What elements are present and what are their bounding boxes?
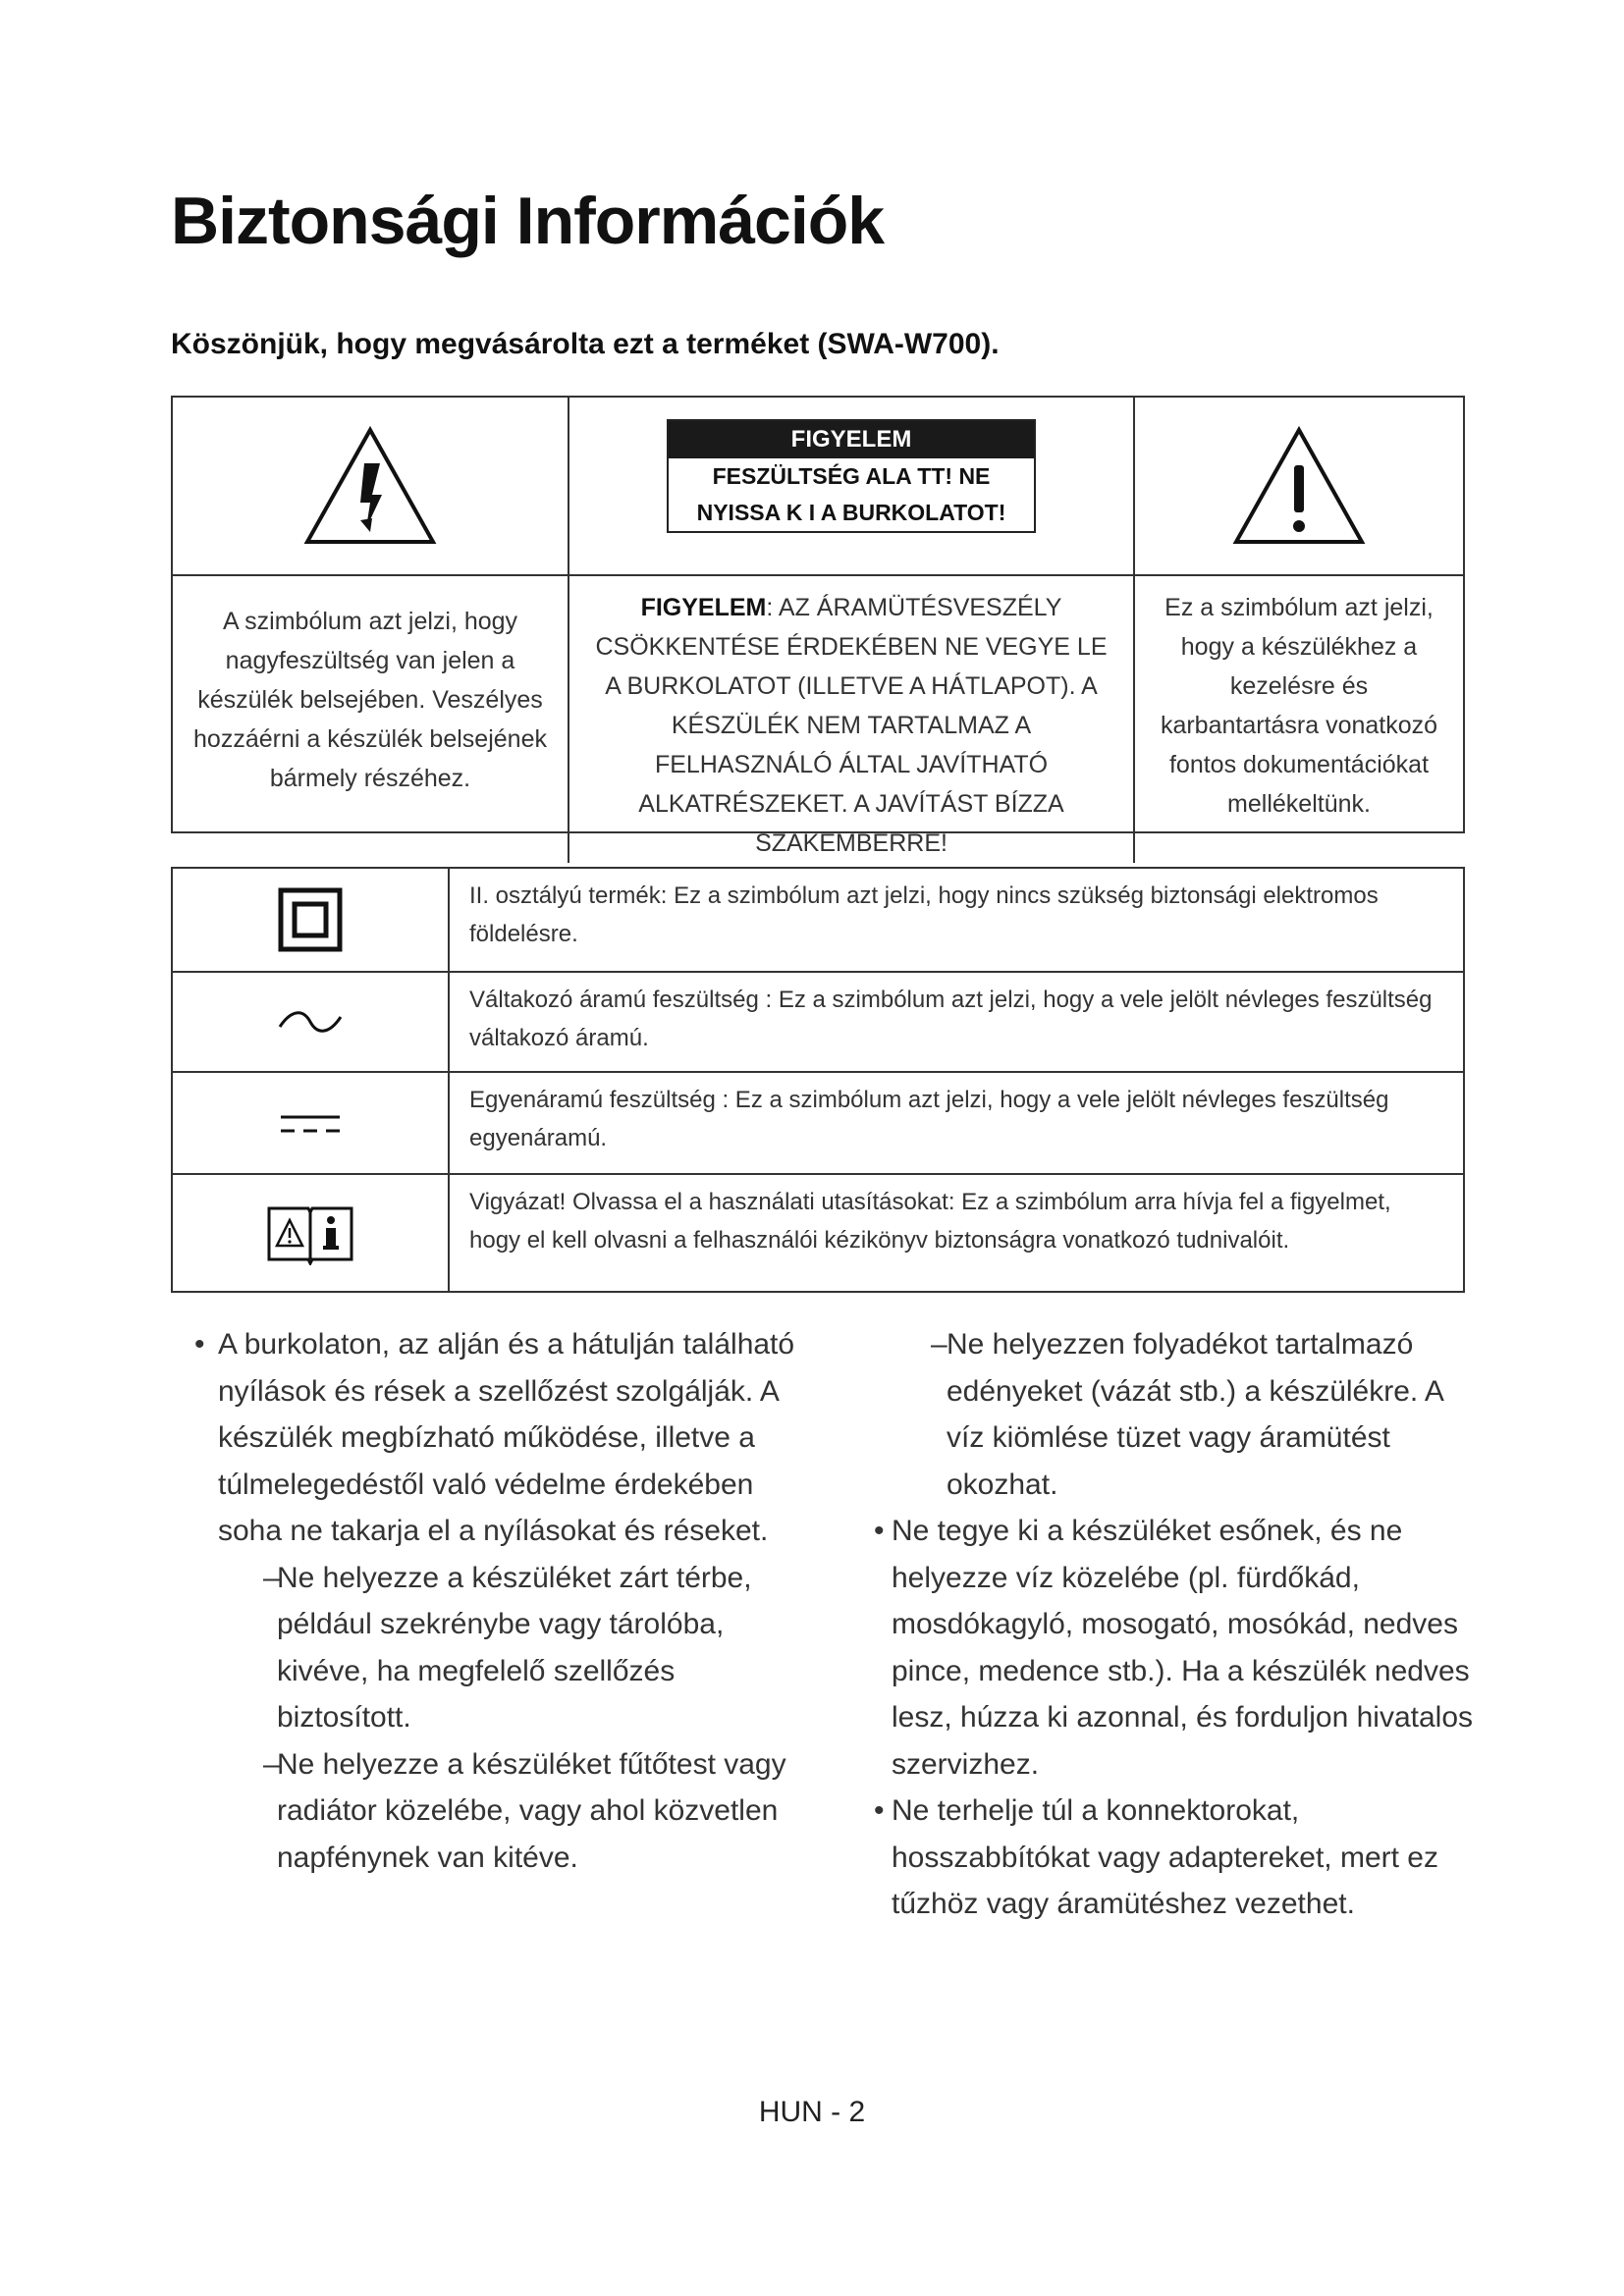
symbol-row-class-ii [173,869,1463,973]
symbol-row-ac [173,973,1463,1073]
dash-text: Ne helyezze a készüléket zárt térbe, például szekrénybe vagy tárolóba, kivéve, ha megfelelő szellőzés biztosított. [277,1561,752,1734]
symbols-table [171,867,1465,1293]
list-item [874,1788,1483,1928]
page-number: HUN - 2 [758,2096,866,2128]
exclamation-description: Ez a szimbólum azt jelzi, hogy a készülékhez a kezelésre és karbantartásra vonatkozó fontos dokumentációkat mellékeltünk. [1160,594,1438,818]
exclamation-triangle-icon [1135,398,1463,576]
warning-description-text: : AZ ÁRAMÜTÉSVESZÉLY CSÖKKENTÉSE ÉRDEKÉBEN NE VEGYE LE A BURKOLATOT (ILLETVE A HÁTLAPOT). A KÉSZÜLÉK NEM TARTALMAZ A FELHASZNÁLÓ ÁLTAL JAVÍTHATÓ ALKATRÉSZEKET. A JAVÍTÁST BÍZZA SZAKEMBERRE! [595,594,1108,857]
warning-table [171,396,1465,857]
lightning-triangle-icon [173,398,569,576]
page-title: Biztonsági Információk [171,184,885,258]
class-ii-double-square-icon [173,869,450,971]
bullet-text: Ne terhelje túl a konnektorokat, hosszabbítókat vagy adaptereket, mert ez tűzhöz vagy áramütéshez vezethet. [892,1794,1438,1920]
warning-box-line2: NYISSA K I A BURKOLATOT! [696,500,1006,525]
list-item [194,1321,815,1555]
dash-text: Ne helyezze a készüléket fűtőtest vagy radiátor közelébe, vagy ahol közvetlen napfénynek van kitéve. [277,1747,786,1874]
lightning-description: A szimbólum azt jelzi, hogy nagyfeszültség van jelen a készülék belsejében. Veszélyes hozzáérni a készülék belsejének bármely részéhez. [173,576,569,863]
list-item [874,1508,1483,1788]
symbol-text: Egyenáramú feszültség : Ez a szimbólum azt jelzi, hogy a vele jelölt névleges feszültség egyenáramú. [469,1087,1389,1151]
dc-voltage-icon [173,1073,450,1173]
left-column [194,1321,815,1881]
symbol-row-manual [173,1175,1463,1291]
symbol-text: II. osztályú termék: Ez a szimbólum azt jelzi, hogy nincs szükség biztonsági elektromos földelésre. [469,882,1379,947]
dash-mark: – [931,1328,947,1361]
dash-mark: – [263,1561,280,1594]
dash-mark: – [263,1747,280,1781]
warning-box-cell [569,398,1135,576]
bullet-text: Ne tegye ki a készüléket esőnek, és ne helyezze víz közelébe (pl. fürdőkád, mosdókagyló, mosogató, mosókád, nedves pince, medence stb.). Ha a készülék nedves lesz, húzza ki azonnal, és forduljon hivatalos szervizhez. [892,1515,1474,1781]
warning-box-header: FIGYELEM [669,421,1034,458]
ac-wave-icon [173,973,450,1071]
page-subtitle: Köszönjük, hogy megvásárolta ezt a terméket (SWA-W700). [171,328,1000,360]
bullet-mark: • [194,1328,205,1361]
warning-description [569,576,1135,863]
symbol-row-dc [173,1073,1463,1175]
right-column [874,1321,1483,1928]
dash-text: Ne helyezzen folyadékot tartalmazó edényeket (vázát stb.) a készülékre. A víz kiömlése tüzet vagy áramütést okozhat. [947,1328,1443,1501]
list-item [206,1741,815,1882]
list-item [206,1555,815,1741]
symbol-text: Váltakozó áramú feszültség : Ez a szimbólum azt jelzi, hogy a vele jelölt névleges feszültség váltakozó áramú. [469,987,1433,1051]
bullet-text: A burkolaton, az alján és a hátulján található nyílások és rések a szellőzést szolgálják. A készülék megbízható működése, illetve a túlmelegedéstől való védelme érdekében soha ne takarja el a nyílásokat és réseket. [218,1328,795,1547]
bullet-mark: • [874,1515,885,1547]
read-manual-icon [173,1175,450,1291]
warning-box [667,419,1036,533]
symbol-text: Vigyázat! Olvassa el a használati utasításokat: Ez a szimbólum arra hívja fel a figyelmet, hogy el kell olvasni a felhasználói kézikönyv biztonságra vonatkozó tudnivalóit. [469,1189,1391,1254]
bullet-mark: • [874,1794,885,1827]
list-item [874,1321,1483,1508]
warning-box-line1: FESZÜLTSÉG ALA TT! NE [712,463,991,489]
warning-description-bold: FIGYELEM [640,594,767,621]
